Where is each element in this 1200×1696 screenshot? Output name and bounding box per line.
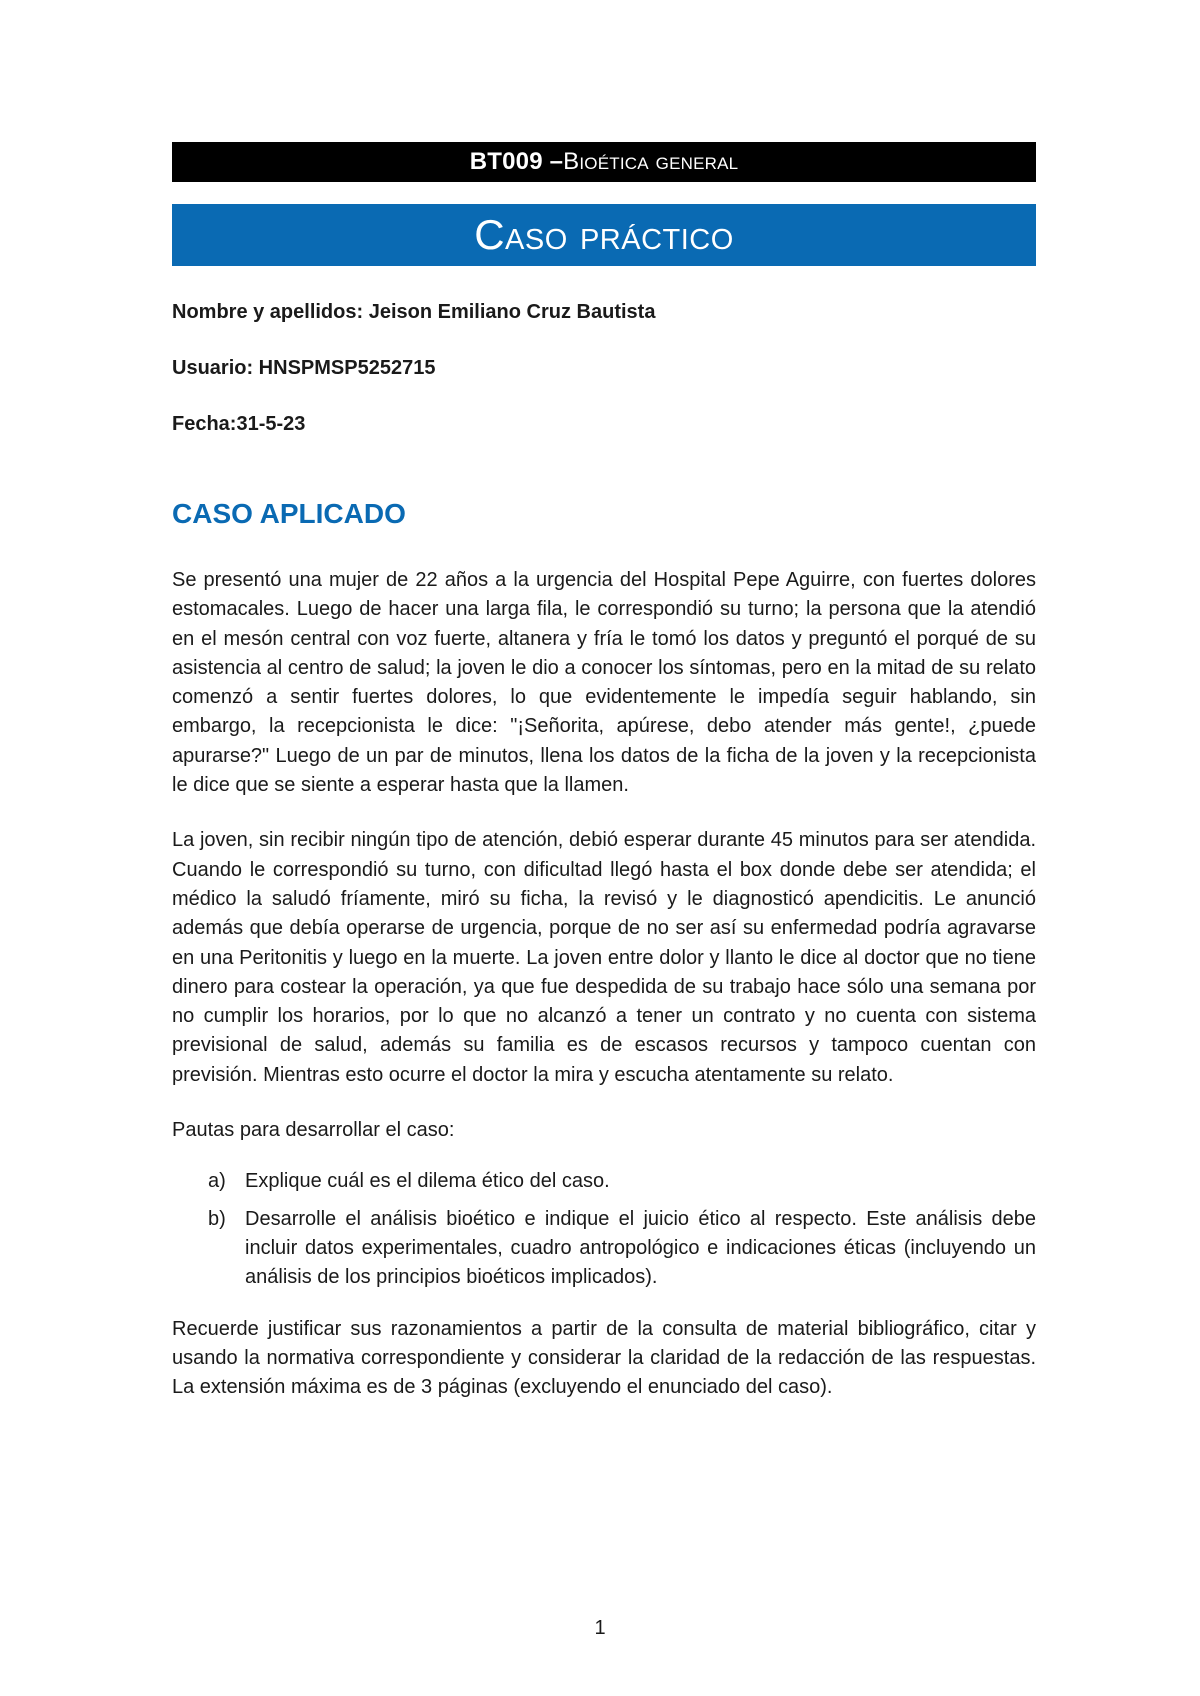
list-item-text: Explique cuál es el dilema ético del caso. bbox=[245, 1170, 610, 1193]
student-user: Usuario: HNSPMSP5252715 bbox=[172, 357, 436, 379]
student-info bbox=[172, 300, 1036, 436]
guidelines-list bbox=[172, 1167, 1036, 1292]
case-title: Caso práctico bbox=[474, 211, 734, 258]
course-code: BT009 – bbox=[469, 148, 564, 175]
case-paragraph-2: La joven, sin recibir ningún tipo de atención, debió esperar durante 45 minutos para ser atendida. Cuando le correspondió su turno, con dificultad llegó hasta el box donde debe ser atendida; el médico la saludó fríamente, miró su ficha, la revisó y le diagnosticó apendicitis. Le anunció además que debía operarse de urgencia, porque de no ser así su enfermedad podría agravarse en una Peritonitis y luego en la muerte. La joven entre dolor y llanto le dice al doctor que no tiene dinero para costear la operación, ya que fue despedida de su trabajo hace sólo una semana por no cumplir los horarios, por lo que no alcanzó a tener un contrato y no cuenta con sistema previsional de salud, además su familia es de escasos recursos y tampoco cuentan con previsión. Mientras esto ocurre el doctor la mira y escucha atentamente su relato. bbox=[172, 829, 1036, 1086]
list-item-text: Desarrolle el análisis bioético e indique el juicio ético al respecto. Este análisis debe incluir datos experimentales, cuadro antropológico e indicaciones éticas (incluyendo un análisis de los principios bioéticos implicados). bbox=[245, 1207, 1036, 1289]
list-item bbox=[172, 1205, 1036, 1293]
case-body bbox=[172, 566, 1036, 1402]
case-title-bar bbox=[172, 204, 1036, 266]
section-title: CASO APLICADO bbox=[172, 498, 406, 529]
closing-paragraph: Recuerde justificar sus razonamientos a partir de la consulta de material bibliográfico, citar y usando la normativa correspondiente y considerar la claridad de la redacción de las respuestas. La extensión máxima es de 3 páginas (excluyendo el enunciado del caso). bbox=[172, 1317, 1036, 1399]
page-number: 1 bbox=[594, 1617, 606, 1639]
submission-date: Fecha:31-5-23 bbox=[172, 413, 306, 435]
course-header-bar bbox=[172, 142, 1036, 182]
list-item bbox=[172, 1167, 1036, 1196]
document-page bbox=[172, 142, 1036, 1428]
case-paragraph-1: Se presentó una mujer de 22 años a la urgencia del Hospital Pepe Aguirre, con fuertes dolores estomacales. Luego de hacer una larga fila, le correspondió su turno; la persona que la atendió en el mesón central con voz fuerte, altanera y fría le tomó los datos y preguntó el porqué de su asistencia al centro de salud; la joven le dio a conocer los síntomas, pero en la mitad de su relato comenzó a sentir fuertes dolores, lo que evidentemente le impedía seguir hablando, sin embargo, la recepcionista le dice: "¡Señorita, apúrese, debo atender más gente!, ¿puede apurarse?" Luego de un par de minutos, llena los datos de la ficha de la joven y la recepcionista le dice que se siente a esperar hasta que la llamen. bbox=[172, 569, 1036, 797]
guidelines-intro: Pautas para desarrollar el caso: bbox=[172, 1119, 455, 1142]
list-marker: b) bbox=[208, 1207, 226, 1230]
course-name: Bioética general bbox=[563, 148, 739, 175]
student-name: Nombre y apellidos: Jeison Emiliano Cruz Bautista bbox=[172, 301, 656, 323]
list-marker: a) bbox=[208, 1170, 226, 1193]
